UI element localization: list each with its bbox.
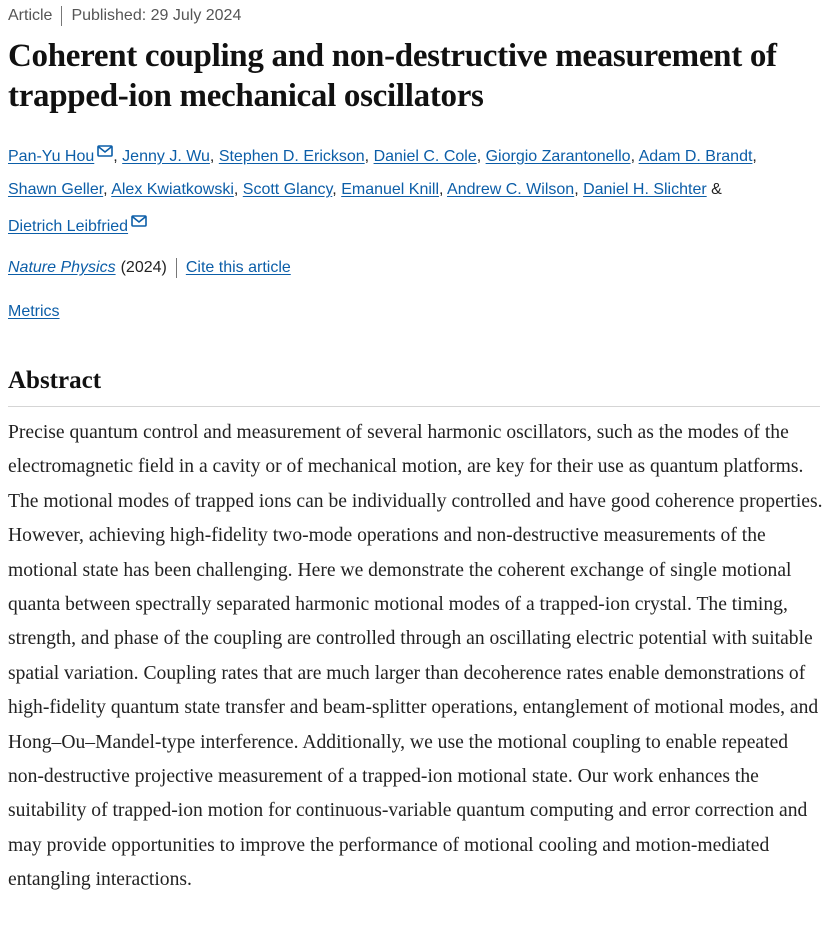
author-link[interactable]: Scott Glancy [242, 181, 333, 198]
article-meta [8, 6, 823, 26]
journal-year: (2024) [120, 259, 167, 276]
author-link[interactable]: Stephen D. Erickson [218, 148, 365, 165]
email-icon[interactable] [97, 136, 113, 148]
author-separator: , [113, 148, 123, 165]
author-link[interactable]: Andrew C. Wilson [447, 181, 575, 198]
author-separator: , [574, 181, 584, 198]
abstract-heading: Abstract [8, 367, 102, 394]
author-separator: , [439, 181, 448, 198]
abstract-divider [8, 406, 820, 407]
meta-divider [61, 6, 62, 26]
cite-this-article-link[interactable]: Cite this article [185, 259, 291, 276]
email-icon[interactable] [131, 206, 147, 218]
published-date: Published: 29 July 2024 [71, 7, 242, 24]
journal-row [8, 257, 823, 279]
author-separator: , [209, 148, 219, 165]
author-link[interactable]: Jenny J. Wu [122, 148, 210, 165]
article-type: Article [8, 7, 53, 24]
author-separator: , [630, 148, 639, 165]
metrics-link[interactable]: Metrics [8, 303, 60, 320]
author-link[interactable]: Daniel H. Slichter [583, 181, 707, 198]
author-link[interactable]: Giorgio Zarantonello [485, 148, 631, 165]
metrics-row [8, 301, 823, 323]
author-separator: , [332, 181, 342, 198]
author-link[interactable]: Pan-Yu Hou [8, 148, 95, 165]
article-title: Coherent coupling and non-destructive measurement of trapped-ion mechanical oscillators [8, 38, 777, 114]
author-separator: , [476, 148, 486, 165]
author-separator: , [752, 148, 757, 165]
author-link[interactable]: Shawn Geller [8, 181, 104, 198]
author-link[interactable]: Dietrich Leibfried [8, 218, 129, 235]
author-separator: , [233, 181, 243, 198]
author-link[interactable]: Alex Kwiatkowski [111, 181, 234, 198]
journal-link[interactable]: Nature Physics [8, 259, 116, 276]
abstract-text: Precise quantum control and measurement of several harmonic oscillators, such as the modes of the electromagnetic field in a cavity or of mechanical motion, are key for their use as quantum platforms. The motional modes of trapped ions can be individually controlled and have good coherence properties. However, achieving high-fidelity two-mode operations and non-destructive measurements of the motional state has been challenging. Here we demonstrate the coherent exchange of single motional quanta between spectrally separated harmonic motional modes of a trapped-ion crystal. The timing, strength, and phase of the coupling are controlled through an oscillating electric potential with suitable spatial variation. Coupling rates that are much larger than decoherence rates enable demonstrations of high-fidelity quantum state transfer and beam-splitter operations, entanglement of motional modes, and Hong–Ou–Mandel-type interference. Additionally, we use the motional coupling to enable repeated non-destructive projective measurement of a trapped-ion motional state. Our work enhances the suitability of trapped-ion motion for continuous-variable quantum computing and error correction and may provide opportunities to improve the performance of motional cooling and motion-mediated entangling interactions. [8, 422, 823, 891]
author-list [8, 136, 823, 243]
author-link[interactable]: Daniel C. Cole [373, 148, 477, 165]
article-page [8, 0, 823, 917]
author-separator: , [364, 148, 374, 165]
author-separator: , [103, 181, 112, 198]
author-link[interactable]: Emanuel Knill [341, 181, 440, 198]
author-separator: & [706, 181, 722, 198]
author-link[interactable]: Adam D. Brandt [638, 148, 753, 165]
journal-divider [176, 258, 177, 278]
